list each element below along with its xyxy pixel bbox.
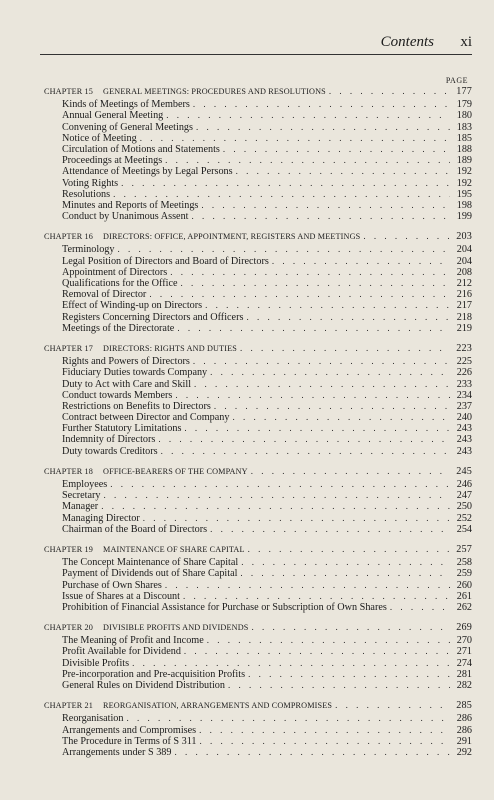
entry-page-number: 192 xyxy=(456,166,472,178)
dot-leader xyxy=(335,700,450,711)
dot-leader xyxy=(199,725,450,736)
toc-entry[interactable] xyxy=(44,99,472,110)
toc-entry[interactable] xyxy=(44,155,472,166)
toc-entry[interactable] xyxy=(44,312,472,323)
entry-page-number: 188 xyxy=(456,143,472,155)
chapter-heading[interactable] xyxy=(44,466,472,477)
dot-leader xyxy=(165,580,450,591)
dot-leader xyxy=(251,466,450,477)
entry-page-number: 192 xyxy=(456,177,472,189)
entry-page-number: 254 xyxy=(456,523,472,535)
entry-title: Secretary xyxy=(62,490,101,502)
chapter-section xyxy=(44,231,472,334)
chapter-number: CHAPTER 15 xyxy=(44,87,94,96)
toc-entry[interactable] xyxy=(44,446,472,457)
entry-page-number: 234 xyxy=(456,389,472,401)
entry-page-number: 246 xyxy=(456,479,472,490)
dot-leader xyxy=(149,289,450,300)
entry-title: Profit Available for Dividend xyxy=(62,646,181,658)
entry-title: Restrictions on Benefits to Directors xyxy=(62,400,211,412)
entry-page-number: 243 xyxy=(456,423,472,435)
toc-entry[interactable] xyxy=(44,166,472,177)
entry-page-number: 226 xyxy=(456,367,472,379)
dot-leader xyxy=(241,557,450,568)
toc-entry[interactable] xyxy=(44,557,472,568)
toc-entry[interactable] xyxy=(44,658,472,669)
entry-page-number: 218 xyxy=(456,311,472,323)
entry-page-number: 274 xyxy=(456,657,472,669)
entry-page-number: 204 xyxy=(456,255,472,267)
entry-title: Attendance of Meetings by Legal Persons xyxy=(62,166,233,178)
chapter-heading[interactable] xyxy=(44,544,472,555)
entry-title: Arrangements under S 389 xyxy=(62,746,172,758)
entry-title: The Meaning of Profit and Income xyxy=(62,635,204,647)
entry-page-number: 270 xyxy=(456,635,472,647)
entry-page-number: 243 xyxy=(456,434,472,446)
dot-leader xyxy=(184,646,450,657)
dot-leader xyxy=(117,244,450,255)
dot-leader xyxy=(110,479,450,490)
entry-title: Pre-incorporation and Pre-acquisition Profits xyxy=(62,668,246,680)
dot-leader xyxy=(248,544,450,555)
chapter-heading[interactable] xyxy=(44,700,472,711)
dot-leader xyxy=(193,99,450,110)
toc-entry[interactable] xyxy=(44,133,472,144)
toc-entry[interactable] xyxy=(44,278,472,289)
entry-title: Further Statutory Limitations xyxy=(62,423,182,435)
entry-title: Registers Concerning Directors and Officers xyxy=(62,311,244,323)
entry-title: Terminology xyxy=(62,244,115,256)
entry-title: Convening of General Meetings xyxy=(62,121,193,133)
entry-title: Prohibition of Financial Assistance for Purchase or Subscription of Own Shares xyxy=(62,601,387,613)
dot-leader xyxy=(201,200,450,211)
toc-entry[interactable] xyxy=(44,189,472,200)
entry-page-number: 286 xyxy=(456,724,472,736)
entry-title: The Concept Maintenance of Share Capital xyxy=(62,557,239,569)
chapter-title: DIRECTORS: OFFICE, APPOINTMENT, REGISTERS AND MEETINGS xyxy=(103,232,361,242)
entry-title: Voting Rights xyxy=(62,177,119,189)
dot-leader xyxy=(170,267,450,278)
dot-leader xyxy=(175,390,450,401)
entry-title: Duty towards Creditors xyxy=(62,445,158,457)
toc-entry[interactable] xyxy=(44,267,472,278)
entry-page-number: 292 xyxy=(456,746,472,758)
chapter-page-number: 257 xyxy=(456,543,472,555)
dot-leader xyxy=(196,122,450,133)
entry-title: Arrangements and Compromises xyxy=(62,724,197,736)
entry-page-number: 216 xyxy=(456,289,472,301)
chapter-title: GENERAL MEETINGS: PROCEDURES AND RESOLUTIONS xyxy=(103,87,326,96)
toc-entry[interactable] xyxy=(44,200,472,211)
toc-entry[interactable] xyxy=(44,390,472,401)
entry-page-number: 243 xyxy=(456,445,472,457)
entry-page-number: 199 xyxy=(456,211,472,223)
page-column-label: PAGE xyxy=(445,76,468,85)
toc-entry[interactable] xyxy=(44,669,472,680)
toc-entry[interactable] xyxy=(44,110,472,121)
chapter-number: CHAPTER 19 xyxy=(44,544,94,554)
entry-page-number: 179 xyxy=(456,99,472,111)
entry-page-number: 240 xyxy=(456,412,472,424)
chapter-page-number: 245 xyxy=(456,465,472,477)
entry-title: Contract between Director and Company xyxy=(62,412,230,424)
dot-leader xyxy=(165,155,450,166)
entry-title: Indemnity of Directors xyxy=(62,434,156,446)
entry-page-number: 180 xyxy=(456,110,472,122)
entry-title: Notice of Meeting xyxy=(62,132,137,144)
entry-title: Rights and Powers of Directors xyxy=(62,356,190,368)
dot-leader xyxy=(236,166,450,177)
toc-entry[interactable] xyxy=(44,423,472,434)
entry-page-number: 212 xyxy=(456,278,472,289)
toc-entry[interactable] xyxy=(44,680,472,691)
chapter-number: CHAPTER 21 xyxy=(44,701,94,711)
chapter-number: CHAPTER 16 xyxy=(44,232,94,242)
entry-title: General Rules on Dividend Distribution xyxy=(62,680,225,691)
chapter-number: CHAPTER 17 xyxy=(44,343,94,353)
toc-entry[interactable] xyxy=(44,568,472,579)
toc-entry[interactable] xyxy=(44,713,472,724)
entry-title: Removal of Director xyxy=(62,289,147,301)
dot-leader xyxy=(181,278,450,289)
entry-title: Reorganisation xyxy=(62,713,124,725)
chapter-page-number: 269 xyxy=(456,622,472,634)
entry-page-number: 219 xyxy=(456,322,472,334)
dot-leader xyxy=(183,591,450,602)
toc-entry[interactable] xyxy=(44,323,472,334)
entry-page-number: 262 xyxy=(456,601,472,613)
entry-title: Payment of Dividends out of Share Capital xyxy=(62,568,238,580)
entry-page-number: 261 xyxy=(456,590,472,602)
toc-entry[interactable] xyxy=(44,289,472,300)
entry-title: Qualifications for the Office xyxy=(62,278,178,289)
toc-entry[interactable] xyxy=(44,367,472,378)
dot-leader xyxy=(210,524,450,535)
toc-entry[interactable] xyxy=(44,122,472,133)
entry-page-number: 271 xyxy=(456,646,472,658)
toc-entry[interactable] xyxy=(44,256,472,267)
entry-title: Purchase of Own Shares xyxy=(62,579,162,591)
entry-page-number: 286 xyxy=(456,713,472,725)
entry-page-number: 260 xyxy=(456,579,472,591)
entry-page-number: 259 xyxy=(456,568,472,580)
toc-entry[interactable] xyxy=(44,379,472,390)
chapter-title: OFFICE-BEARERS OF THE COMPANY xyxy=(103,466,248,476)
toc-entry[interactable] xyxy=(44,635,472,646)
chapter-section xyxy=(44,700,472,758)
chapter-page-number: 177 xyxy=(456,86,472,97)
dot-leader xyxy=(127,713,451,724)
chapter-heading[interactable] xyxy=(44,343,472,354)
chapter-number: CHAPTER 20 xyxy=(44,623,94,633)
entry-page-number: 282 xyxy=(456,680,472,691)
entry-page-number: 250 xyxy=(456,501,472,513)
entry-page-number: 247 xyxy=(456,490,472,502)
chapter-title: DIVISIBLE PROFITS AND DIVIDENDS xyxy=(103,623,249,633)
chapter-heading[interactable] xyxy=(44,622,472,633)
chapter-section xyxy=(44,343,472,457)
entry-page-number: 281 xyxy=(456,668,472,680)
dot-leader xyxy=(246,312,450,323)
chapter-title: REORGANISATION, ARRANGEMENTS AND COMPROMISES xyxy=(103,701,333,711)
entry-page-number: 225 xyxy=(456,356,472,368)
chapter-page-number: 203 xyxy=(456,231,472,243)
entry-title: Fiduciary Duties towards Company xyxy=(62,367,208,379)
entry-title: Divisible Profits xyxy=(62,657,130,669)
entry-page-number: 189 xyxy=(456,155,472,167)
dot-leader xyxy=(272,256,450,267)
chapter-heading[interactable] xyxy=(44,231,472,242)
entry-page-number: 185 xyxy=(456,132,472,144)
chapter-title: DIRECTORS: RIGHTS AND DUTIES xyxy=(103,343,237,353)
entry-page-number: 237 xyxy=(456,400,472,412)
toc-entry[interactable] xyxy=(44,356,472,367)
entry-title: Meetings of the Directorate xyxy=(62,322,175,334)
dot-leader xyxy=(248,669,450,680)
entry-page-number: 183 xyxy=(456,121,472,133)
toc-entry[interactable] xyxy=(44,591,472,602)
entry-title: Managing Director xyxy=(62,512,140,524)
entry-title: Annual General Meeting xyxy=(62,110,164,122)
dot-leader xyxy=(232,412,450,423)
entry-title: Manager xyxy=(62,501,99,513)
dot-leader xyxy=(143,513,450,524)
dot-leader xyxy=(200,736,450,747)
toc-entry[interactable] xyxy=(44,178,472,189)
dot-leader xyxy=(193,356,450,367)
toc-entry[interactable] xyxy=(44,736,472,747)
dot-leader xyxy=(192,211,451,222)
dot-leader xyxy=(240,568,450,579)
chapter-section xyxy=(44,86,472,222)
dot-leader xyxy=(363,231,450,242)
dot-leader xyxy=(329,86,450,97)
entry-title: Legal Position of Directors and Board of Directors xyxy=(62,255,269,267)
running-header-title: Contents xyxy=(380,34,434,50)
dot-leader xyxy=(228,680,450,691)
toc-entry[interactable] xyxy=(44,524,472,535)
entry-title: Kinds of Meetings of Members xyxy=(62,99,190,111)
toc-entry[interactable] xyxy=(44,513,472,524)
entry-page-number: 258 xyxy=(456,557,472,569)
toc-entry[interactable] xyxy=(44,434,472,445)
entry-title: Duty to Act with Care and Skill xyxy=(62,378,192,390)
dot-leader xyxy=(121,178,450,189)
dot-leader xyxy=(223,144,450,155)
entry-title: Chairman of the Board of Directors xyxy=(62,523,208,535)
entry-title: Conduct towards Members xyxy=(62,389,173,401)
toc-entry[interactable] xyxy=(44,580,472,591)
chapter-page-number: 285 xyxy=(456,700,472,712)
dot-leader xyxy=(158,434,450,445)
entry-title: Conduct by Unanimous Assent xyxy=(62,211,189,223)
toc-entry[interactable] xyxy=(44,501,472,512)
dot-leader xyxy=(194,379,450,390)
toc-entry[interactable] xyxy=(44,412,472,423)
chapter-section xyxy=(44,622,472,691)
dot-leader xyxy=(214,401,450,412)
toc-entry[interactable] xyxy=(44,401,472,412)
toc-entry[interactable] xyxy=(44,747,472,758)
entry-title: Effect of Winding-up on Directors xyxy=(62,300,203,312)
dot-leader xyxy=(207,635,450,646)
dot-leader xyxy=(161,446,450,457)
entry-page-number: 195 xyxy=(456,188,472,200)
entry-title: Issue of Shares at a Discount xyxy=(62,590,180,602)
entry-title: The Procedure in Terms of S 311 xyxy=(62,735,197,747)
toc-entry[interactable] xyxy=(44,490,472,501)
entry-title: Resolutions xyxy=(62,188,111,200)
entry-page-number: 208 xyxy=(456,266,472,278)
toc-entry[interactable] xyxy=(44,144,472,155)
entry-page-number: 217 xyxy=(456,300,472,312)
entry-title: Appointment of Directors xyxy=(62,266,168,278)
chapter-number: CHAPTER 18 xyxy=(44,466,94,476)
chapter-section xyxy=(44,466,472,535)
chapter-page-number: 223 xyxy=(456,342,472,354)
entry-page-number: 198 xyxy=(456,199,472,211)
dot-leader xyxy=(132,658,450,669)
entry-page-number: 252 xyxy=(456,512,472,524)
chapter-heading[interactable] xyxy=(44,86,472,97)
dot-leader xyxy=(175,747,451,758)
table-of-contents xyxy=(44,86,472,767)
dot-leader xyxy=(240,343,450,354)
dot-leader xyxy=(205,300,450,311)
chapter-section xyxy=(44,544,472,613)
toc-entry[interactable] xyxy=(44,211,472,222)
toc-entry[interactable] xyxy=(44,244,472,255)
dot-leader xyxy=(390,602,450,613)
dot-leader xyxy=(166,110,450,121)
running-header-page-number: xi xyxy=(460,34,472,50)
entry-page-number: 291 xyxy=(456,735,472,747)
entry-title: Proceedings at Meetings xyxy=(62,155,163,167)
entry-title: Employees xyxy=(62,479,108,490)
dot-leader xyxy=(113,189,450,200)
toc-entry[interactable] xyxy=(44,300,472,311)
entry-title: Circulation of Motions and Statements xyxy=(62,143,220,155)
running-header xyxy=(40,30,472,55)
toc-entry[interactable] xyxy=(44,602,472,613)
toc-entry[interactable] xyxy=(44,479,472,490)
chapter-title: MAINTENANCE OF SHARE CAPITAL xyxy=(103,544,245,554)
dot-leader xyxy=(210,367,450,378)
dot-leader xyxy=(177,323,450,334)
toc-entry[interactable] xyxy=(44,725,472,736)
dot-leader xyxy=(184,423,450,434)
dot-leader xyxy=(103,490,450,501)
dot-leader xyxy=(251,622,450,633)
dot-leader xyxy=(101,501,450,512)
entry-title: Minutes and Reports of Meetings xyxy=(62,199,199,211)
dot-leader xyxy=(140,133,450,144)
entry-page-number: 204 xyxy=(456,244,472,256)
entry-page-number: 233 xyxy=(456,378,472,390)
toc-entry[interactable] xyxy=(44,646,472,657)
